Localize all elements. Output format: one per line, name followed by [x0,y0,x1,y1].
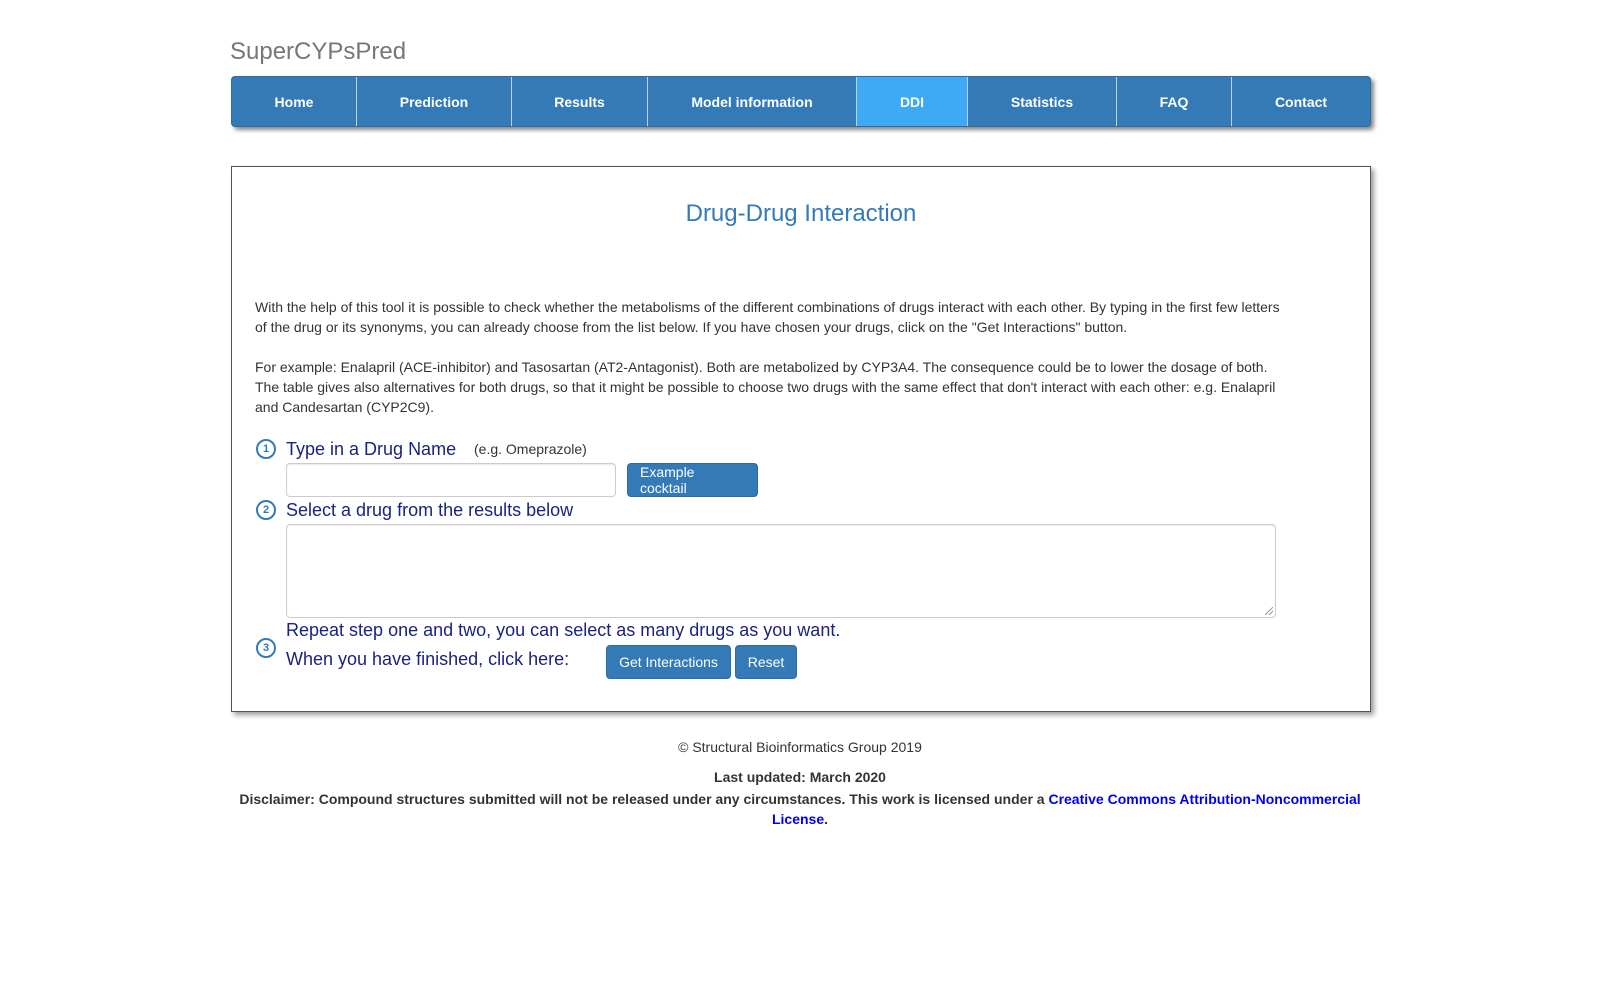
nav-contact[interactable]: Contact [1274,93,1328,110]
example-paragraph: For example: Enalapril (ACE-inhibitor) and Tasosartan (AT2-Antagonist). Both are metabolized by CYP3A4. The consequence could be to lower the dosage of both. The table gives also alternatives for both drugs, so that it might be possible to choose two drugs with the same effect that don't interact with each other: e.g. Enalapril and Candesartan (CYP2C9). [255,359,1276,415]
step-3-icon: 3 [256,638,276,658]
drug-results-list[interactable] [286,524,1276,618]
ddi-panel [231,166,1371,712]
step-1-hint: (e.g. Omeprazole) [474,441,587,457]
site-title: SuperCYPsPred [230,38,407,65]
step-1-icon: 1 [256,439,276,459]
nav-model-information[interactable]: Model information [648,77,857,126]
example-cocktail-button[interactable]: Example cocktail [627,463,758,497]
license-link[interactable]: Creative Commons Attribution-Noncommercial License [771,791,1361,827]
nav-prediction[interactable]: Prediction [357,77,512,126]
get-interactions-button[interactable]: Get Interactions [606,645,731,679]
panel-title: Drug-Drug Interaction [685,200,917,227]
nav-faq[interactable]: FAQ [1117,77,1232,126]
reset-button[interactable]: Reset [735,645,797,679]
step-3-label-finish: When you have finished, click here: [286,649,570,669]
step-2-label: Select a drug from the results below [286,500,574,520]
nav-home[interactable]: Home [232,77,357,126]
step-3-label-repeat: Repeat step one and two, you can select as many drugs as you want. [286,620,841,640]
step-2-icon: 2 [256,500,276,520]
nav-results[interactable]: Results [512,77,648,126]
nav-statistics[interactable]: Statistics [968,77,1117,126]
footer-last-updated: Last updated: March 2020 [714,769,886,785]
step-1-label: Type in a Drug Name [286,439,457,459]
drug-name-input[interactable] [286,463,616,497]
nav-ddi[interactable]: DDI [857,77,968,126]
disclaimer-end: . [824,811,829,827]
intro-paragraph: With the help of this tool it is possible to check whether the metabolisms of the different combinations of drugs interact with each other. By typing in the first few letters of the drug or its synonyms, you can already choose from the list below. If you have chosen your drugs, click on the "Get Interactions" button. [255,299,1280,335]
footer-disclaimer [230,789,1370,829]
resize-grip-icon[interactable] [1265,607,1273,615]
footer-copyright: © Structural Bioinformatics Group 2019 [678,739,922,755]
main-navbar [231,76,1371,127]
disclaimer-text: Disclaimer: Compound structures submitted will not be released under any circumstances. This work is licensed under a [239,791,1049,807]
